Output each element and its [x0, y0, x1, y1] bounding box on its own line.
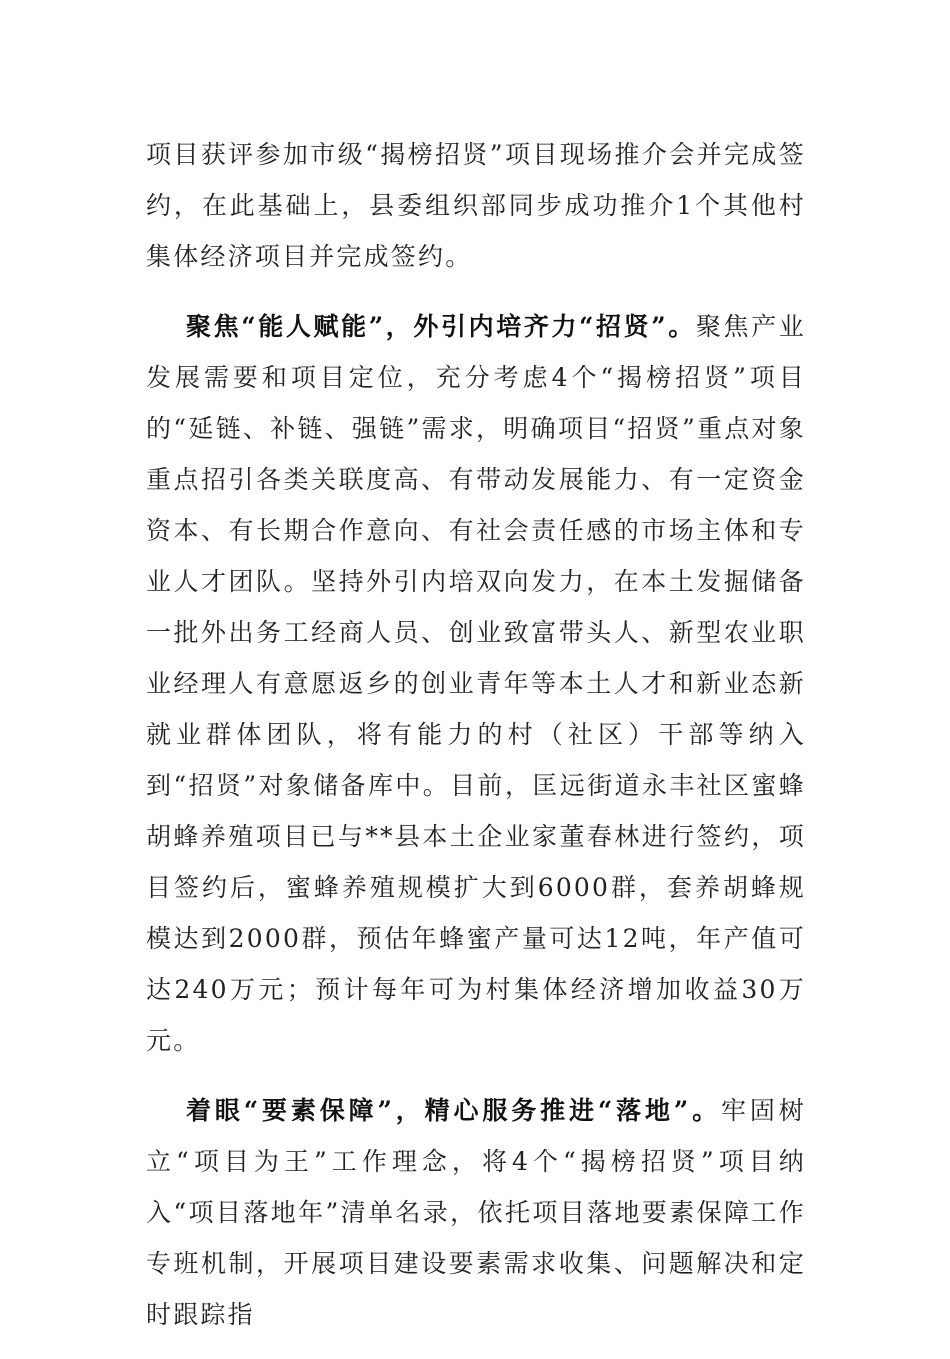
- paragraph-1-text: 项目获评参加市级“揭榜招贤”项目现场推介会并完成签约，在此基础上，县委组织部同步成功推介1个其他村集体经济项目并完成签约。: [146, 140, 806, 271]
- paragraph-3-heading: 着眼“要素保障”，精心服务推进“落地”。: [186, 1096, 722, 1125]
- paragraph-3: [146, 1085, 806, 1340]
- paragraph-1: [146, 129, 806, 282]
- paragraph-2: [146, 301, 806, 1066]
- paragraph-2-text: 聚焦产业发展需要和项目定位，充分考虑4个“揭榜招贤”项目的“延链、补链、强链”需求，明确项目“招贤”重点对象重点招引各类关联度高、有带动发展能力、有一定资金资本、有长期合作意向、有社会责任感的市场主体和专业人才团队。坚持外引内培双向发力，在本土发掘储备一批外出务工经商人员、创业致富带头人、新型农业职业经理人有意愿返乡的创业青年等本土人才和新业态新就业群体团队，将有能力的村（社区）干部等纳入到“招贤”对象储备库中。目前，匡远街道永丰社区蜜蜂胡蜂养殖项目已与**县本土企业家董春林进行签约，项目签约后，蜜蜂养殖规模扩大到6000群，套养胡蜂规模达到2000群，预估年蜂蜜产量可达12吨，年产值可达240万元；预计每年可为村集体经济增加收益30万元。: [146, 312, 806, 1055]
- paragraph-2-heading: 聚焦“能人赋能”，外引内培齐力“招贤”。: [186, 312, 696, 341]
- document-body: [146, 129, 806, 1359]
- paragraph-3-text: 牢固树立“项目为王”工作理念，将4个“揭榜招贤”项目纳入“项目落地年”清单名录，依托项目落地要素保障工作专班机制，开展项目建设要素需求收集、问题解决和定时跟踪指: [146, 1096, 806, 1329]
